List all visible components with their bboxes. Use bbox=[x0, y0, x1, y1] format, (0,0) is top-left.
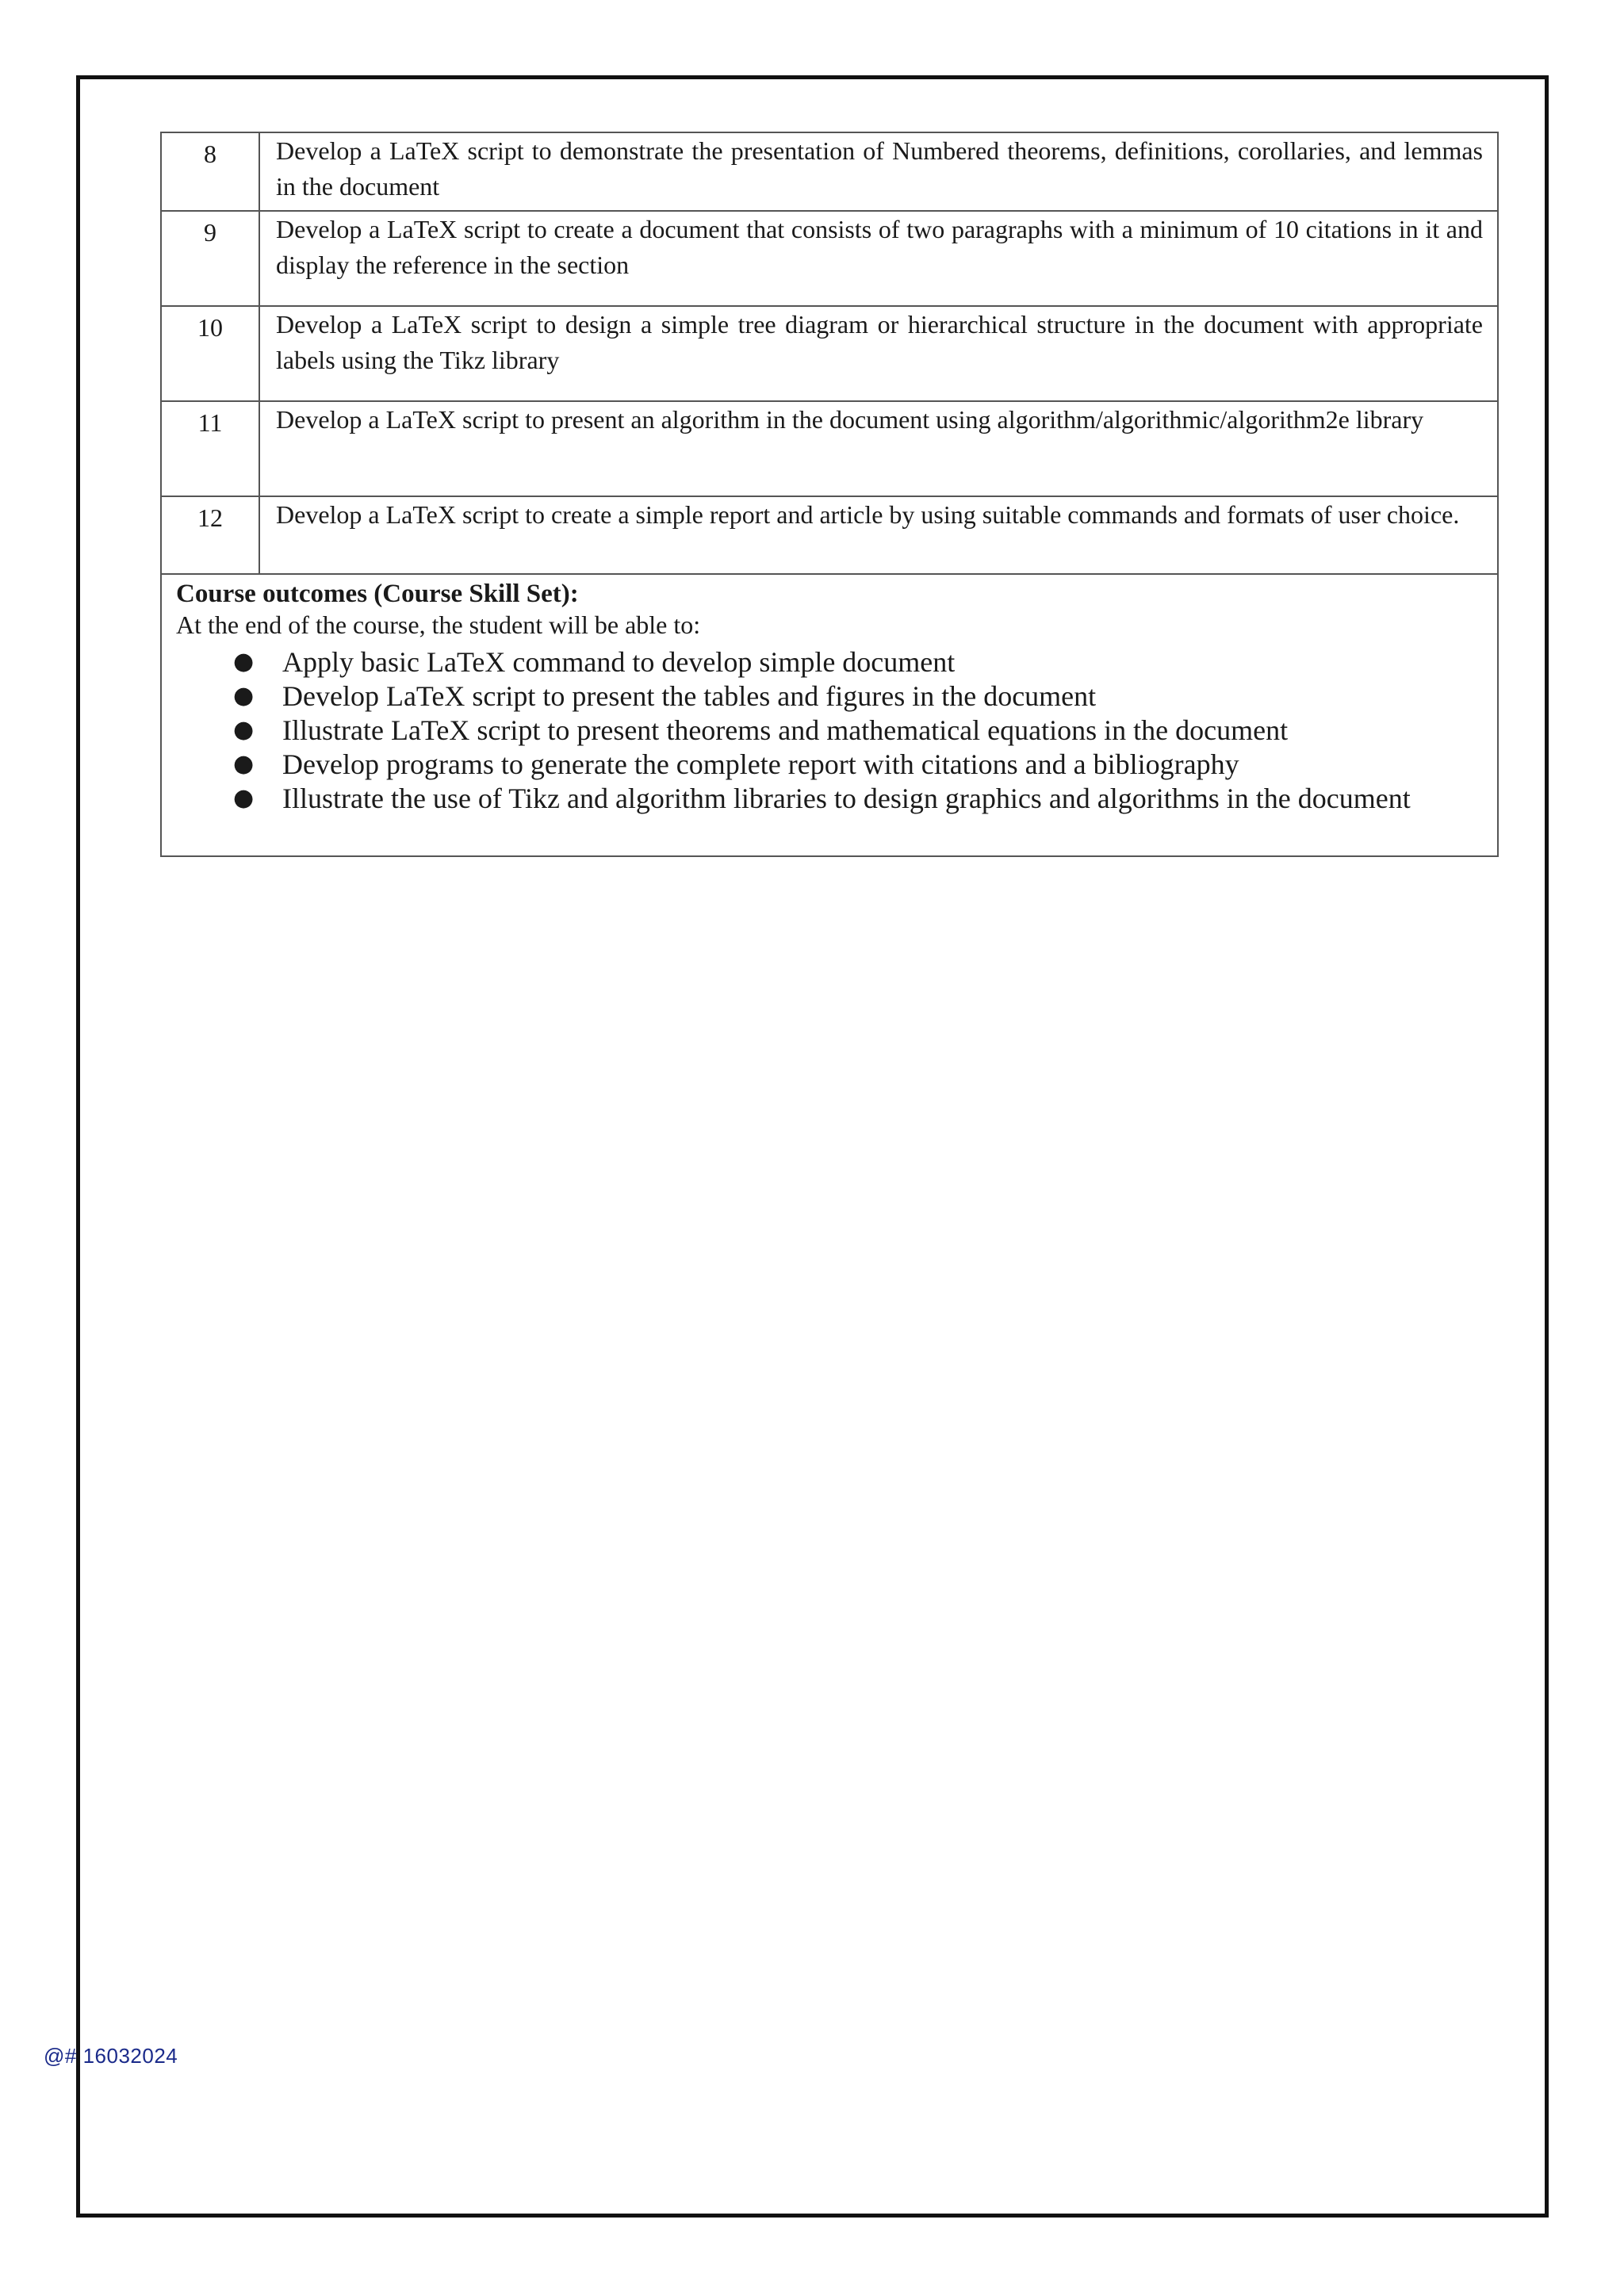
program-number: 9 bbox=[161, 211, 259, 306]
list-item bbox=[176, 643, 1483, 681]
bullet-icon: ● bbox=[233, 750, 255, 778]
table-row bbox=[161, 496, 1498, 574]
bullet-icon: ● bbox=[233, 682, 255, 710]
program-number: 11 bbox=[161, 401, 259, 496]
table-row bbox=[161, 306, 1498, 401]
list-item bbox=[176, 745, 1483, 783]
outcome-text: Illustrate the use of Tikz and algorithm libraries to design graphics and algorithms in the document bbox=[282, 783, 1411, 814]
course-outcomes-list bbox=[176, 643, 1483, 817]
program-number: 12 bbox=[161, 496, 259, 574]
bullet-icon: ● bbox=[233, 716, 255, 744]
outcome-text: Develop LaTeX script to present the tables and figures in the document bbox=[282, 680, 1097, 712]
table-row bbox=[161, 401, 1498, 496]
program-number: 10 bbox=[161, 306, 259, 401]
course-outcomes-row bbox=[161, 574, 1498, 856]
list-item bbox=[176, 711, 1483, 749]
program-description: Develop a LaTeX script to create a document that consists of two paragraphs with a minimum of 10 citations in it and display the reference in the section bbox=[259, 211, 1498, 306]
program-number: 8 bbox=[161, 132, 259, 211]
program-description: Develop a LaTeX script to present an algorithm in the document using algorithm/algorithmic/algorithm2e library bbox=[259, 401, 1498, 496]
lab-programs-table bbox=[160, 132, 1499, 857]
table-row bbox=[161, 132, 1498, 211]
course-outcomes-cell bbox=[161, 574, 1498, 856]
list-item bbox=[176, 677, 1483, 715]
program-description: Develop a LaTeX script to demonstrate the presentation of Numbered theorems, definitions, corollaries, and lemmas in the document bbox=[259, 132, 1498, 211]
course-outcomes-intro: At the end of the course, the student will be able to: bbox=[176, 610, 701, 639]
outcome-text: Develop programs to generate the complete report with citations and a bibliography bbox=[282, 748, 1239, 780]
program-description: Develop a LaTeX script to create a simple report and article by using suitable commands and formats of user choice. bbox=[259, 496, 1498, 574]
course-outcomes-title: Course outcomes (Course Skill Set): bbox=[176, 580, 579, 608]
list-item bbox=[176, 779, 1483, 817]
bullet-icon: ● bbox=[233, 648, 255, 675]
table-row bbox=[161, 211, 1498, 306]
bullet-icon: ● bbox=[233, 784, 255, 812]
footer-code: @# 16032024 bbox=[44, 2044, 178, 2068]
outcome-text: Illustrate LaTeX script to present theorems and mathematical equations in the document bbox=[282, 714, 1289, 746]
outcome-text: Apply basic LaTeX command to develop simple document bbox=[282, 646, 956, 678]
program-description: Develop a LaTeX script to design a simple tree diagram or hierarchical structure in the document with appropriate labels using the Tikz library bbox=[259, 306, 1498, 401]
